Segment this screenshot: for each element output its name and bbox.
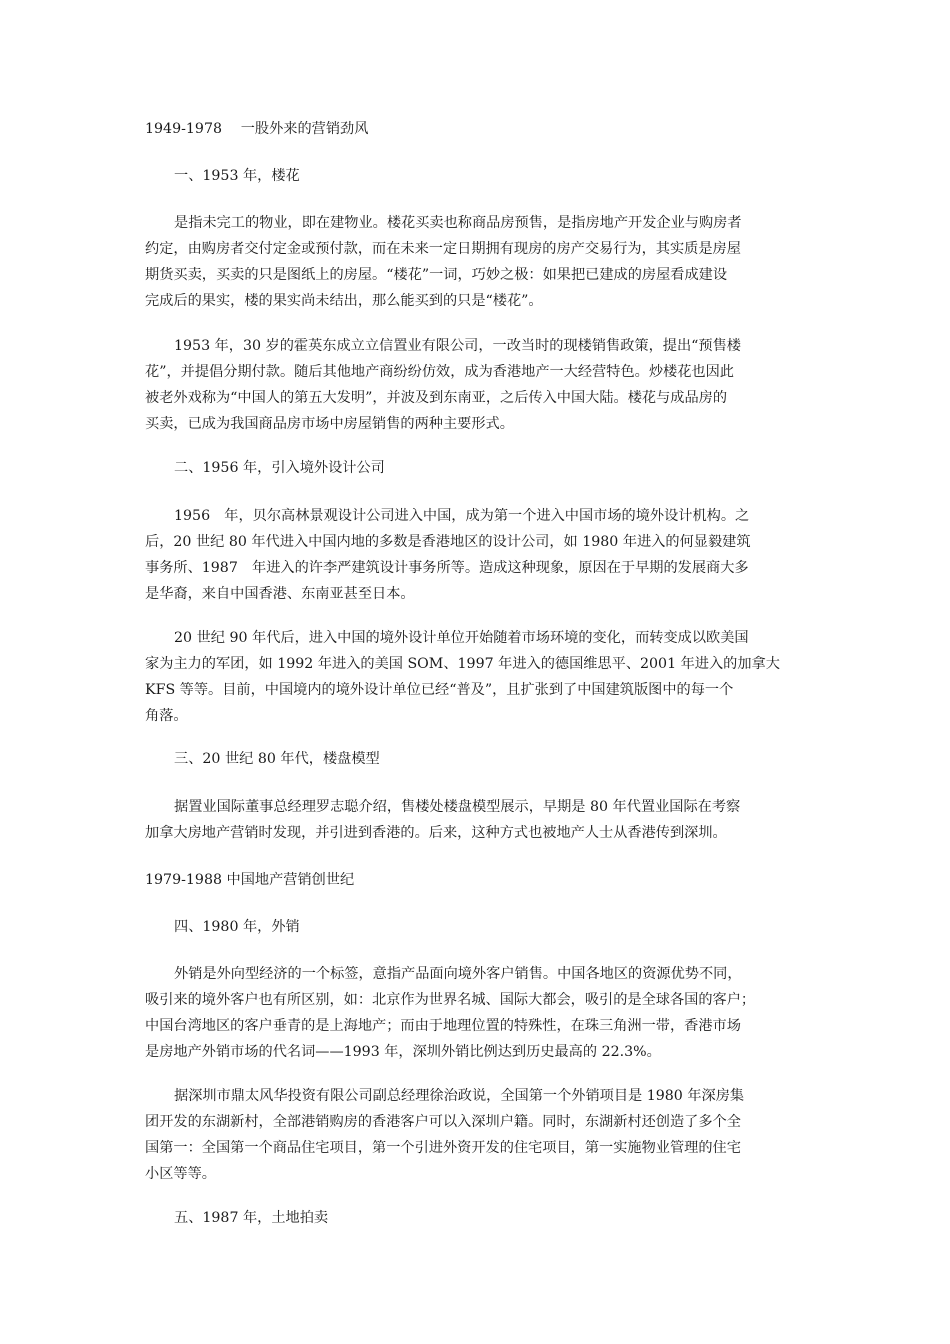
paragraph-1990s-foreign-design: 20 世纪 90 年代后，进入中国的境外设计单位开始随着市场环境的变化，而转变成以欧美国 家为主力的军团，如 1992 年进入的美国 SOM、1997 年进入的德国维思平、2001 年进入的加拿大 KFS 等等。目前，中国境内的境外设计单位已经“普及”，且扩张到了中国建筑版图中的每一个 角落。 xyxy=(145,630,780,724)
heading-1953-louhua: 一、1953 年，楼花 xyxy=(174,168,300,184)
heading-1980s-models: 三、20 世纪 80 年代，楼盘模型 xyxy=(174,751,380,767)
paragraph-huo-yingdong: 1953 年，30 岁的霍英东成立立信置业有限公司，一改当时的现楼销售政策，提出“预售楼 花”，并提倡分期付款。随后其他地产商纷纷仿效，成为香港地产一大经营特色。炒楼花也因此 被老外戏称为“中国人的第五大发明”，并波及到东南亚，之后传入中国大陆。楼花与成品房的 买卖，已成为我国商品房市场中房屋销售的两种主要形式。 xyxy=(145,338,741,432)
paragraph-donghu-xincun: 据深圳市鼎太风华投资有限公司副总经理徐治政说，全国第一个外销项目是 1980 年深房集 团开发的东湖新村，全部港销购房的香港客户可以入深圳户籍。同时，东湖新村还创造了多个全 国第一：全国第一个商品住宅项目，第一个引进外资开发的住宅项目，第一实施物业管理的住宅 小区等等。 xyxy=(145,1088,745,1182)
paragraph-belt-collins: 1956 年，贝尔高林景观设计公司进入中国，成为第一个进入中国市场的境外设计机构。之 后，20 世纪 80 年代进入中国内地的多数是香港地区的设计公司，如 1980 年进入的何显毅建筑 事务所、1987 年进入的许李严建筑设计事务所等。造成这种现象，原因在于早期的发展商大多 是华裔，来自中国香港、东南亚甚至日本。 xyxy=(145,508,751,602)
section-heading-1979-1988: 1979-1988 中国地产营销创世纪 xyxy=(145,872,355,888)
heading-1980-export: 四、1980 年，外销 xyxy=(174,919,300,935)
heading-1956-design-firms: 二、1956 年，引入境外设计公司 xyxy=(174,460,385,476)
section-heading-1949-1978: 1949-1978 一股外来的营销劲风 xyxy=(145,121,369,137)
paragraph-export-sales: 外销是外向型经济的一个标签，意指产品面向境外客户销售。中国各地区的资源优势不同， 吸引来的境外客户也有所区别，如：北京作为世界名城、国际大都会，吸引的是全球各国的客户； 中国台湾地区的客户垂青的是上海地产；而由于地理位置的特殊性，在珠三角洲一带，香港市场 是房地产外销市场的代名词——1993 年，深圳外销比例达到历史最高的 22.3%。 xyxy=(145,966,756,1060)
paragraph-model-display: 据置业国际董事总经理罗志聪介绍，售楼处楼盘模型展示，早期是 80 年代置业国际在考察 加拿大房地产营销时发现，并引进到香港的。后来，这种方式也被地产人士从香港传到深圳。 xyxy=(145,799,741,841)
heading-1987-land-auction: 五、1987 年，土地拍卖 xyxy=(174,1210,329,1226)
paragraph-louhua-definition: 是指未完工的物业，即在建物业。楼花买卖也称商品房预售，是指房地产开发企业与购房者 约定，由购房者交付定金或预付款，而在未来一定日期拥有现房的房产交易行为，其实质是房屋 期货买卖，买卖的只是图纸上的房屋。“楼花”一词，巧妙之极：如果把已建成的房屋看成建设 完成后的果实，楼的果实尚未结出，那么能买到的只是“楼花”。 xyxy=(145,215,742,309)
